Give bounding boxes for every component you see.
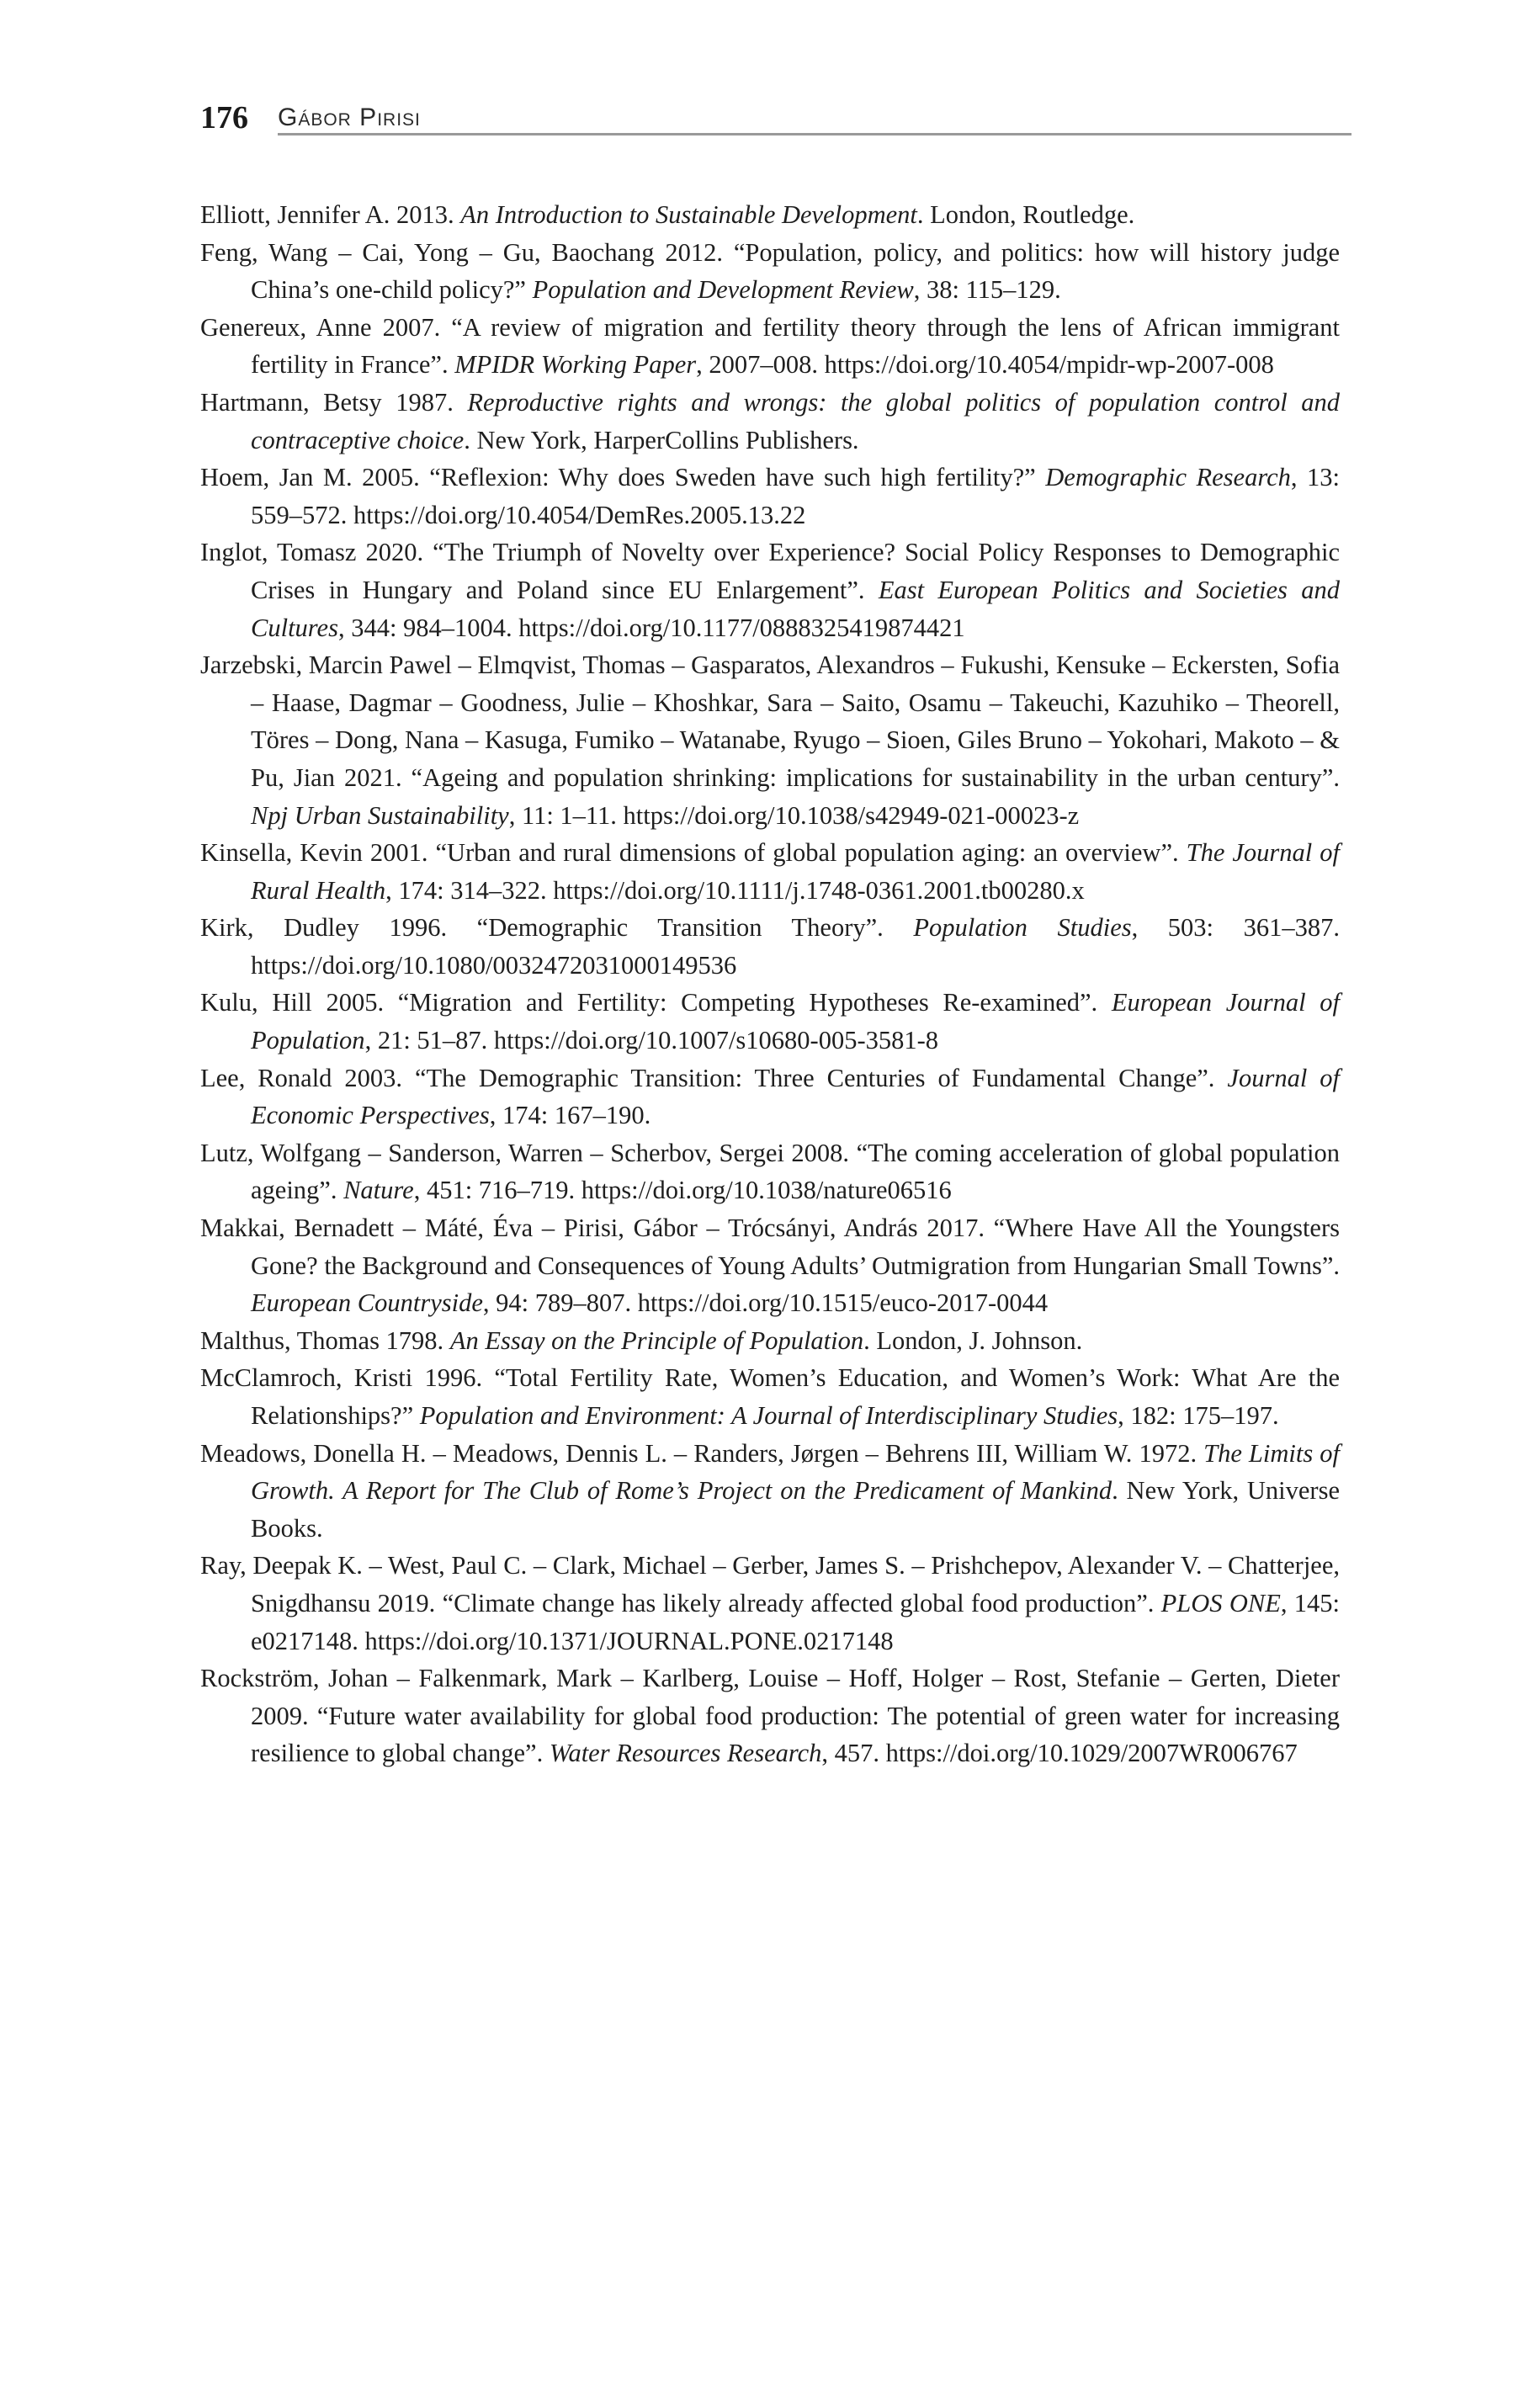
running-head-author: Gábor Pirisi bbox=[278, 104, 421, 131]
reference-list bbox=[200, 196, 1340, 1772]
reference-entry: Rockström, Johan – Falkenmark, Mark – Karlberg, Louise – Hoff, Holger – Rost, Stefanie – Gerten, Dieter 2009. “Future water availability for global food production: The potential of green water for increasing resilience to global change”. Water Resources Research, 457. https://doi.org/10.1029/2007WR006767 bbox=[200, 1664, 1340, 1768]
reference-title: An Essay on the Principle of Population bbox=[449, 1325, 864, 1355]
reference-entry: Meadows, Donella H. – Meadows, Dennis L. – Randers, Jørgen – Behrens III, William W. 1972. The Limits of Growth. A Report for The Club of Rome’s Project on the Predicament of Mankind. New York, Universe Books. bbox=[200, 1438, 1340, 1543]
reference-title: MPIDR Working Paper bbox=[454, 350, 697, 380]
reference-title: Demographic Research bbox=[1045, 463, 1291, 492]
reference-title: Reproductive rights and wrongs: the global politics of population control and contraceptive choice bbox=[251, 387, 1341, 454]
reference-entry: Kinsella, Kevin 2001. “Urban and rural dimensions of global population aging: an overview”. The Journal of Rural Health, 174: 314–322. https://doi.org/10.1111/j.1748-0361.2001.tb00280.x bbox=[200, 838, 1340, 905]
reference-title: Nature bbox=[343, 1176, 414, 1205]
page-number: 176 bbox=[200, 100, 248, 135]
header-rule bbox=[278, 133, 1351, 135]
reference-title: European Countryside bbox=[251, 1288, 483, 1318]
reference-entry: Feng, Wang – Cai, Yong – Gu, Baochang 2012. “Population, policy, and politics: how will history judge China’s one-child policy?” Population and Development Review, 38: 115–129. bbox=[200, 237, 1340, 305]
reference-title: Npj Urban Sustainability bbox=[251, 800, 509, 830]
running-head bbox=[200, 99, 1351, 136]
reference-title: Population and Development Review bbox=[532, 275, 914, 305]
reference-entry: McClamroch, Kristi 1996. “Total Fertility Rate, Women’s Education, and Women’s Work: What Are the Relationships?” Population and Environment: A Journal of Interdisciplinary Studies, 182: 175–197. bbox=[200, 1363, 1340, 1430]
reference-entry: Lutz, Wolfgang – Sanderson, Warren – Scherbov, Sergei 2008. “The coming acceleration of global population ageing”. Nature, 451: 716–719. https://doi.org/10.1038/nature06516 bbox=[200, 1138, 1340, 1205]
reference-title: Water Resources Research bbox=[549, 1739, 822, 1768]
reference-entry: Hartmann, Betsy 1987. Reproductive rights and wrongs: the global politics of population control and contraceptive choice. New York, HarperCollins Publishers. bbox=[200, 387, 1341, 454]
reference-title: An Introduction to Sustainable Development bbox=[460, 200, 917, 229]
reference-title: East European Politics and Societies and Cultures bbox=[251, 575, 1340, 642]
reference-entry: Genereux, Anne 2007. “A review of migration and fertility theory through the lens of African immigrant fertility in France”. MPIDR Working Paper, 2007–008. https://doi.org/10.4054/mpidr-wp-2007-008 bbox=[200, 312, 1340, 380]
reference-entry: Jarzebski, Marcin Pawel – Elmqvist, Thomas – Gasparatos, Alexandros – Fukushi, Kensuke – Eckersten, Sofia – Haase, Dagmar – Goodness, Julie – Khoshkar, Sara – Saito, Osamu – Takeuchi, Kazuhiko – Theorell, Töres – Dong, Nana – Kasuga, Fumiko – Watanabe, Ryugo – Sioen, Giles Bruno – Yokohari, Makoto – & Pu, Jian 2021. “Ageing and population shrinking: implications for sustainability in the urban century”. Npj Urban Sustainability, 11: 1–11. https://doi.org/10.1038/s42949-021-00023-z bbox=[200, 651, 1340, 830]
reference-title: PLOS ONE bbox=[1160, 1588, 1281, 1617]
reference-title: Population Studies bbox=[913, 913, 1132, 943]
reference-entry: Inglot, Tomasz 2020. “The Triumph of Novelty over Experience? Social Policy Responses to Demographic Crises in Hungary and Poland since EU Enlargement”. East European Politics and Societies and Cultures, 344: 984–1004. https://doi.org/10.1177/0888325419874421 bbox=[200, 538, 1340, 642]
reference-entry: Hoem, Jan M. 2005. “Reflexion: Why does Sweden have such high fertility?” Demographic Research, 13: 559–572. https://doi.org/10.4054/DemRes.2005.13.22 bbox=[200, 463, 1341, 529]
reference-entry: Malthus, Thomas 1798. An Essay on the Principle of Population. London, J. Johnson. bbox=[200, 1325, 1083, 1355]
reference-entry: Elliott, Jennifer A. 2013. An Introduction to Sustainable Development. London, Routledge. bbox=[200, 200, 1135, 229]
reference-entry: Makkai, Bernadett – Máté, Éva – Pirisi, Gábor – Trócsányi, András 2017. “Where Have All the Youngsters Gone? the Background and Consequences of Young Adults’ Outmigration from Hungarian Small Towns”. European Countryside, 94: 789–807. https://doi.org/10.1515/euco-2017-0044 bbox=[200, 1214, 1340, 1318]
reference-title: The Limits of Growth. A Report for The Club of Rome’s Project on the Predicament of Mankind bbox=[251, 1438, 1340, 1506]
reference-title: Population and Environment: A Journal of Interdisciplinary Studies bbox=[419, 1401, 1118, 1430]
reference-title: Journal of Economic Perspectives bbox=[251, 1063, 1340, 1130]
reference-title: European Journal of Population bbox=[251, 988, 1341, 1055]
reference-entry: Ray, Deepak K. – West, Paul C. – Clark, Michael – Gerber, James S. – Prishchepov, Alexander V. – Chatterjee, Snigdhansu 2019. “Climate change has likely already affected global food production”. PLOS ONE, 145: e0217148. https://doi.org/10.1371/JOURNAL.PONE.0217148 bbox=[200, 1551, 1340, 1655]
reference-entry: Lee, Ronald 2003. “The Demographic Transition: Three Centuries of Fundamental Change”. Journal of Economic Perspectives, 174: 167–190. bbox=[200, 1063, 1340, 1130]
reference-entry: Kirk, Dudley 1996. “Demographic Transition Theory”. Population Studies, 503: 361–387. https://doi.org/10.1080/0032472031000149536 bbox=[200, 913, 1340, 980]
reference-title: The Journal of Rural Health bbox=[251, 838, 1340, 905]
reference-entry: Kulu, Hill 2005. “Migration and Fertility: Competing Hypotheses Re-examined”. European Journal of Population, 21: 51–87. https://doi.org/10.1007/s10680-005-3581-8 bbox=[200, 988, 1341, 1055]
